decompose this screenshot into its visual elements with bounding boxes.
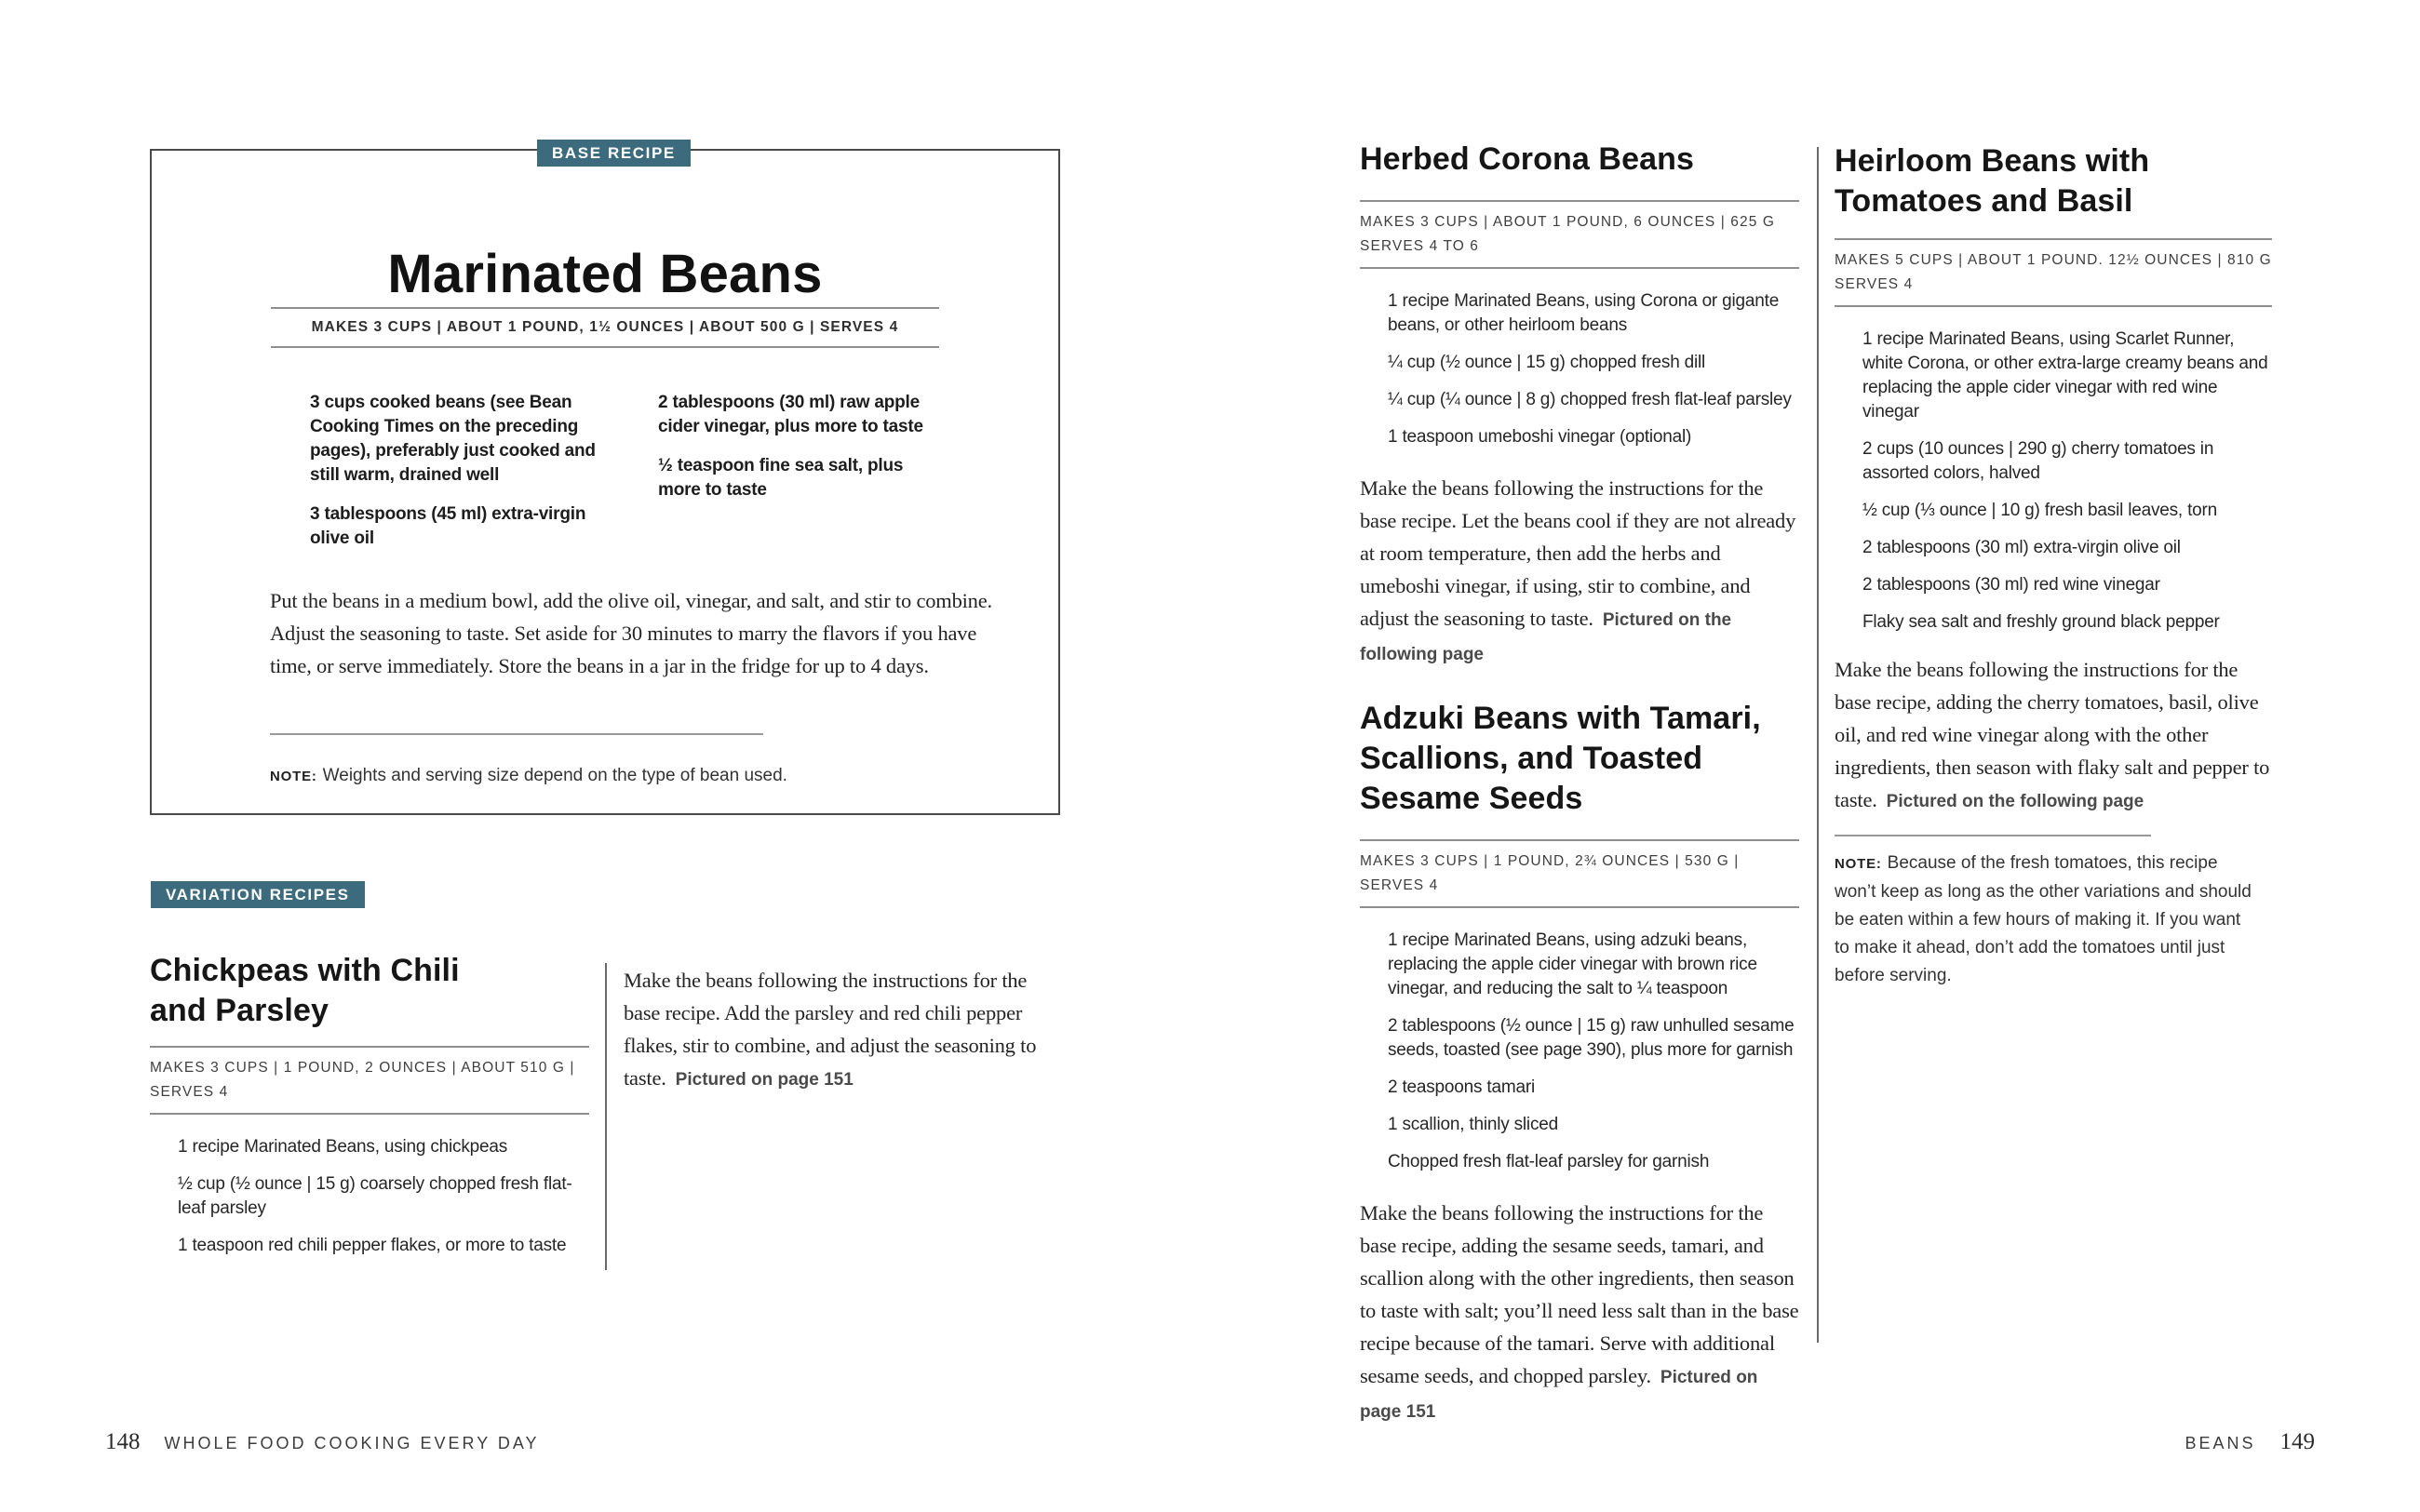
column-divider (605, 963, 607, 1270)
right-page-footer (2185, 1429, 2315, 1455)
ingredient-item: 2 tablespoons (30 ml) raw apple cider vinegar, plus more to taste (658, 393, 923, 436)
recipe-instructions (624, 964, 1044, 1096)
note-divider (270, 733, 763, 735)
base-recipe-badge: BASE RECIPE (537, 140, 691, 167)
recipe-yield-line: MAKES 5 CUPS | ABOUT 1 POUND. 12½ OUNCES | 810 G SERVES 4 (1835, 238, 2272, 307)
instructions-text: Make the beans following the instructions for the base recipe, adding the sesame seeds, tamari, and scallion along with the other ingredients, then season to taste with salt; you’ll need less salt than in the base recipe because of the tamari. Serve with additional sesame seeds, and chopped parsley. (1360, 1201, 1799, 1387)
ingredient-item: 3 tablespoons (45 ml) extra-virgin olive oil (310, 504, 586, 548)
ingredients-column-1 (310, 391, 606, 566)
note-label: NOTE: (270, 769, 317, 784)
ingredient-item: ½ cup (⅓ ounce | 10 g) fresh basil leaves, torn (1862, 501, 2218, 520)
recipe-instructions (1360, 472, 1799, 671)
book-title: WHOLE FOOD COOKING EVERY DAY (164, 1434, 540, 1452)
variation-title-chickpeas: Chickpeas with Chili and Parsley (150, 953, 460, 1028)
note-label: NOTE: (1835, 856, 1882, 872)
ingredients-list (1388, 929, 1797, 1174)
ingredient-item: 2 tablespoons (½ ounce | 15 g) raw unhulled sesame seeds, toasted (see page 390), plus more for garnish (1388, 1016, 1795, 1060)
ingredient-item: 1 teaspoon red chili pepper flakes, or more to taste (178, 1236, 567, 1255)
ingredient-item: 1 recipe Marinated Beans, using adzuki beans, replacing the apple cider vinegar with brown rice vinegar, and reducing the salt to ¼ teaspoon (1388, 930, 1757, 998)
recipe-instructions (1835, 653, 2272, 818)
chickpeas-recipe-column (150, 951, 591, 1271)
pictured-reference: Pictured on page 151 (675, 1070, 854, 1090)
recipe-instructions: Put the beans in a medium bowl, add the olive oil, vinegar, and salt, and stir to combine. Adjust the seasoning to taste. Set aside for 30 minutes to marry the flavors if you have time, or serve immediately. Store the beans in a jar in the fridge for up to 4 days. (270, 589, 992, 677)
ingredients-column-2 (658, 391, 947, 566)
note-text: Because of the fresh tomatoes, this recipe won’t keep as long as the other variations and should be eaten within a few hours of making it. If you want to make it ahead, don’t add the tomatoes until just before serving. (1835, 853, 2252, 985)
ingredient-item: ½ cup (½ ounce | 15 g) coarsely chopped fresh flat-leaf parsley (178, 1174, 572, 1218)
variation-recipes-badge: VARIATION RECIPES (151, 881, 365, 908)
section-name: BEANS (2185, 1434, 2256, 1452)
note-text: Weights and serving size depend on the type of bean used. (322, 766, 787, 785)
recipe-yield-line: MAKES 3 CUPS | ABOUT 1 POUND, 6 OUNCES | 625 G SERVES 4 TO 6 (1360, 200, 1799, 269)
ingredient-item: 2 tablespoons (30 ml) red wine vinegar (1862, 575, 2160, 595)
ingredient-item: 2 cups (10 ounces | 290 g) cherry tomatoes in assorted colors, halved (1862, 439, 2214, 483)
recipe-title: Marinated Beans (387, 243, 823, 304)
page-number: 148 (105, 1429, 141, 1454)
recipe-yield-line: MAKES 3 CUPS | 1 POUND, 2¾ OUNCES | 530 G | SERVES 4 (1360, 839, 1799, 908)
ingredient-item: 2 teaspoons tamari (1388, 1077, 1535, 1097)
column-divider (1817, 147, 1819, 1343)
instructions-text: Make the beans following the instructions for the base recipe. Let the beans cool if they are not already at room temperature, then add the herbs and umeboshi vinegar, if using, stir to combine, and adjust the seasoning to taste. (1360, 476, 1796, 630)
ingredient-item: 1 recipe Marinated Beans, using chickpeas (178, 1137, 508, 1157)
ingredients-list (178, 1135, 587, 1258)
recipe-yield-line: MAKES 3 CUPS | ABOUT 1 POUND, 1½ OUNCES | ABOUT 500 G | SERVES 4 (271, 307, 939, 348)
variation-title-adzuki: Adzuki Beans with Tamari, Scallions, and Toasted Sesame Seeds (1360, 701, 1761, 816)
ingredient-item: 1 scallion, thinly sliced (1388, 1115, 1558, 1134)
ingredients-list (1388, 289, 1797, 449)
right-page-middle-column (1360, 140, 1799, 1428)
left-page-footer (105, 1429, 540, 1455)
ingredient-item: 1 teaspoon umeboshi vinegar (optional) (1388, 427, 1692, 447)
ingredient-item: ¼ cup (½ ounce | 15 g) chopped fresh dill (1388, 353, 1706, 372)
instructions-text: Make the beans following the instructions for the base recipe. Add the parsley and red chili pepper flakes, stir to combine, and adjust the seasoning to taste. (624, 969, 1037, 1090)
ingredient-item: 3 cups cooked beans (see Bean Cooking Times on the preceding pages), preferably just cooked and still warm, drained well (310, 393, 596, 485)
ingredients-list (1862, 328, 2272, 635)
right-page-right-column (1835, 141, 2272, 1008)
recipe-yield-line: MAKES 3 CUPS | 1 POUND, 2 OUNCES | ABOUT 510 G | SERVES 4 (150, 1046, 589, 1115)
base-recipe-card (150, 149, 1060, 815)
pictured-reference: Pictured on page 151 (1360, 1368, 1758, 1422)
variation-title-herbed-corona: Herbed Corona Beans (1360, 141, 1694, 177)
instructions-text: Make the beans following the instructions for the base recipe, adding the cherry tomatoes, basil, olive oil, and red wine vinegar along with the other ingredients, then season with flaky salt and pepper to taste. (1835, 658, 2270, 811)
variation-title-heirloom: Heirloom Beans with Tomatoes and Basil (1835, 143, 2150, 219)
ingredient-item: 1 recipe Marinated Beans, using Corona or gigante beans, or other heirloom beans (1388, 291, 1780, 335)
recipe-instructions (1360, 1197, 1799, 1428)
ingredient-item: ¼ cup (¼ ounce | 8 g) chopped fresh flat-leaf parsley (1388, 390, 1792, 409)
ingredient-item: Chopped fresh flat-leaf parsley for garnish (1388, 1152, 1710, 1171)
ingredient-item: 2 tablespoons (30 ml) extra-virgin olive oil (1862, 538, 2181, 557)
ingredients-columns (310, 391, 947, 566)
chickpeas-instructions-column (624, 964, 1044, 1096)
note-divider (1835, 835, 2151, 836)
pictured-reference: Pictured on the following page (1360, 610, 1732, 664)
ingredient-item: ½ teaspoon fine sea salt, plus more to taste (658, 456, 904, 500)
recipe-note (1835, 850, 2252, 990)
page-number: 149 (2279, 1429, 2315, 1454)
ingredient-item: Flaky sea salt and freshly ground black pepper (1862, 612, 2220, 632)
ingredient-item: 1 recipe Marinated Beans, using Scarlet Runner, white Corona, or other extra-large creamy beans and replacing the apple cider vinegar with red wine vinegar (1862, 329, 2268, 421)
pictured-reference: Pictured on the following page (1886, 792, 2144, 811)
recipe-note (270, 764, 866, 789)
